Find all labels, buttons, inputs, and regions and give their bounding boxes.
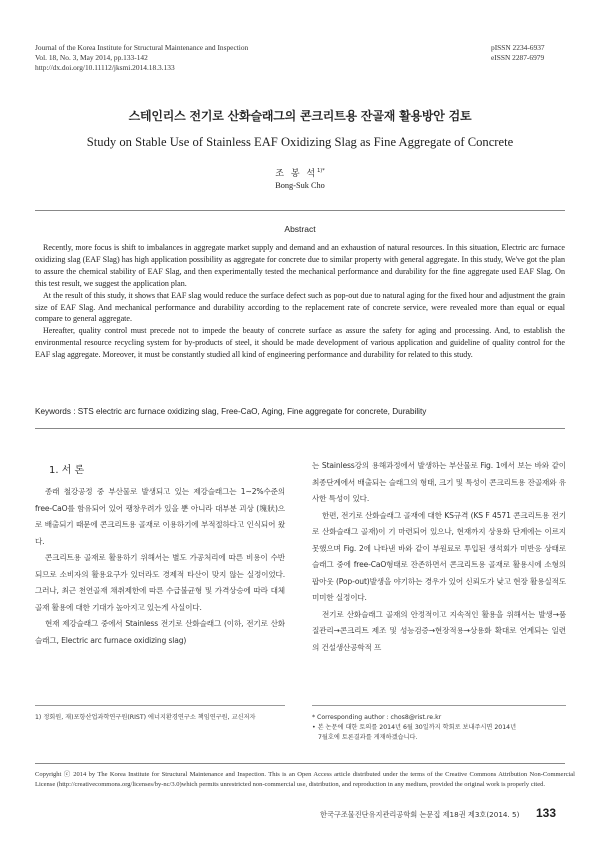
copyright-rule [35,763,565,764]
discussion-note: • 본 논문에 대한 토의를 2014년 6월 30일까지 학회로 보내주시면 2014년 [312,724,517,731]
electronic-issn: eISSN 2287-6979 [491,53,545,62]
left-column [35,484,285,649]
title-english: Study on Stable Use of Stainless EAF Oxidizing Slag as Fine Aggregate of Concrete [86,135,514,149]
corresponding-author: * Corresponding author : chos8@rist.re.kr [312,714,442,721]
footnote-affiliation: 1) 정회원, 재)포항산업과학연구원(RIST) 에너지환경연구소 책임연구원, 교신저자 [35,714,256,721]
title-korean: 스테인리스 전기로 산화슬래그의 콘크리트용 잔골재 활용방안 검토 [128,109,472,123]
author-korean-name: 조 봉 석 [275,169,318,179]
page-number: 133 [536,806,557,820]
body-paragraph: 종래 철강공정 중 부산물로 발생되고 있는 제강슬래그는 1~2%수준의 free-CaO를 함유되어 있어 팽창우려가 있을 뿐 아니라 대부분 괴상 (塊狀)으로 배출되기 때문에 콘크리트용 골재로 이용하기에 부적절하다고 인식되어 왔다. [35,487,285,546]
abstract-paragraph: Hereafter, quality control must precede not to impede the beauty of concrete surface as assure the safety for aging and processing. And, to establish the environmental resource recycling system for by-products of steel, it should be made development of various application and guideline of quality control for the EAF slag aggregate. Moreover, it must be constantly studied all kind of engineering performance and durability for related to this study. [35,326,565,360]
doi-link[interactable]: http://dx.doi.org/10.11112/jksmi.2014.18.3.133 [35,63,175,72]
journal-name: Journal of the Korea Institute for Structural Maintenance and Inspection [35,43,249,52]
body-paragraph: 콘크리트용 골재로 활용하기 위해서는 별도 가공처리에 따른 비용이 수반되므로 소비자의 활용요구가 있더라도 경제적 타산이 맞지 않는 실정이었다. 그러나, 최근 천연골재 채취제한에 따른 수급불균형 및 가격상승에 따라 대체골재 활용에 대한 기대가 높아지고 있는게 사실이다. [35,553,285,612]
right-column [312,458,566,656]
body-paragraph: 는 Stainless강의 용해과정에서 발생하는 부산물로 Fig. 1에서 보는 바와 같이 최종단계에서 배출되는 슬래그의 형태, 크기 및 특성이 콘크리트용 잔골재와 유사한 특성이 있다. [312,461,566,503]
abstract-body [35,242,565,361]
footnote-right [312,713,572,743]
footer-journal: 한국구조물진단유지관리공학회 논문집 제18권 제3호(2014. 5) [320,810,520,819]
abstract-top-rule [35,210,565,211]
journal-info [35,43,365,73]
body-paragraph: 한편, 전기로 산화슬래그 골재에 대한 KS규격 (KS F 4571 콘크리트용 전기로 산화슬래그 골재)이 기 마련되어 있으나, 현재까지 상용화 단계에는 이르지 못했으며 Fig. 2에 나타낸 바와 같이 부원료로 투입된 생석회가 미반응 상태로 슬래그 중에 free-CaO형태로 잔존하면서 콘크리트용 골재로 활용시에 소형의 팝아웃 (Pop-out)발생을 야기하는 경우가 있어 신뢰도가 낮고 현장 활용실적도 미미한 실정이다. [312,510,566,602]
discussion-note-cont: 7월호에 토론결과를 게재하겠습니다. [318,734,418,741]
issn-info [491,43,571,63]
copyright-notice: Copyright ⓒ 2014 by The Korea Institute for Structural Maintenance and Inspection. This is an Open Access article distributed under the terms of the Creative Commons Attribution Non-Commercial License (http://creativecommons.org/licenses/by-nc/3.0)which permits unrestricted non-commercial use, distribution, and reproduction in any medium, provided the original work is properly cited. [35,771,575,788]
journal-volume: Vol. 18, No. 3, May 2014, pp.133-142 [35,53,148,62]
body-paragraph: 전기로 산화슬래그 골재의 안정적이고 지속적인 활용을 위해서는 발생→품질관리→콘크리트 제조 및 성능검증→현장적용→상용화 확대로 연계되는 일련의 건설생산공학적 프 [312,609,566,652]
print-issn: pISSN 2234-6937 [491,43,545,52]
footnote-rule-right [312,705,566,706]
author-korean [0,166,600,179]
abstract-paragraph: At the result of this study, it shows that EAF slag would reduce the surface defect such as pop-out due to natural aging for the fixed hour and adjustment the grain size of EAF Slag. And mechanical performance and durability according to the replacement rate of concrete service, were revealed more than equal or equal compare to general aggregate. [35,290,565,324]
abstract-heading: Abstract [284,224,316,234]
abstract-paragraph: Recently, more focus is shift to imbalances in aggregate market supply and demand and an exhaustion of natural resources. In this situation, Electric arc furnace oxidizing slag (EAF Slag) has high application possibility as aggregate for concrete due to similar property with general aggregate. In this study, We've got the plan to assure the chemical stability of EAF Slag, and then experimentally tested the mechanical performance and durability for the fine aggregate used EAF Slag. On this test result, we suggest the application plan. [35,243,565,288]
abstract-bottom-rule [35,428,565,429]
section-title: 1. 서 론 [49,465,85,476]
footnote-rule-left [35,705,285,706]
author-mark: 1)* [317,168,325,174]
author-english: Bong-Suk Cho [275,181,325,190]
keywords: Keywords : STS electric arc furnace oxidizing slag, Free-CaO, Aging, Fine aggregate for concrete, Durability [35,407,427,416]
body-paragraph: 현재 제강슬래그 중에서 Stainless 전기로 산화슬래그 (이하, 전기로 산화슬래그, Electric arc furnace oxidizing slag) [35,619,285,645]
